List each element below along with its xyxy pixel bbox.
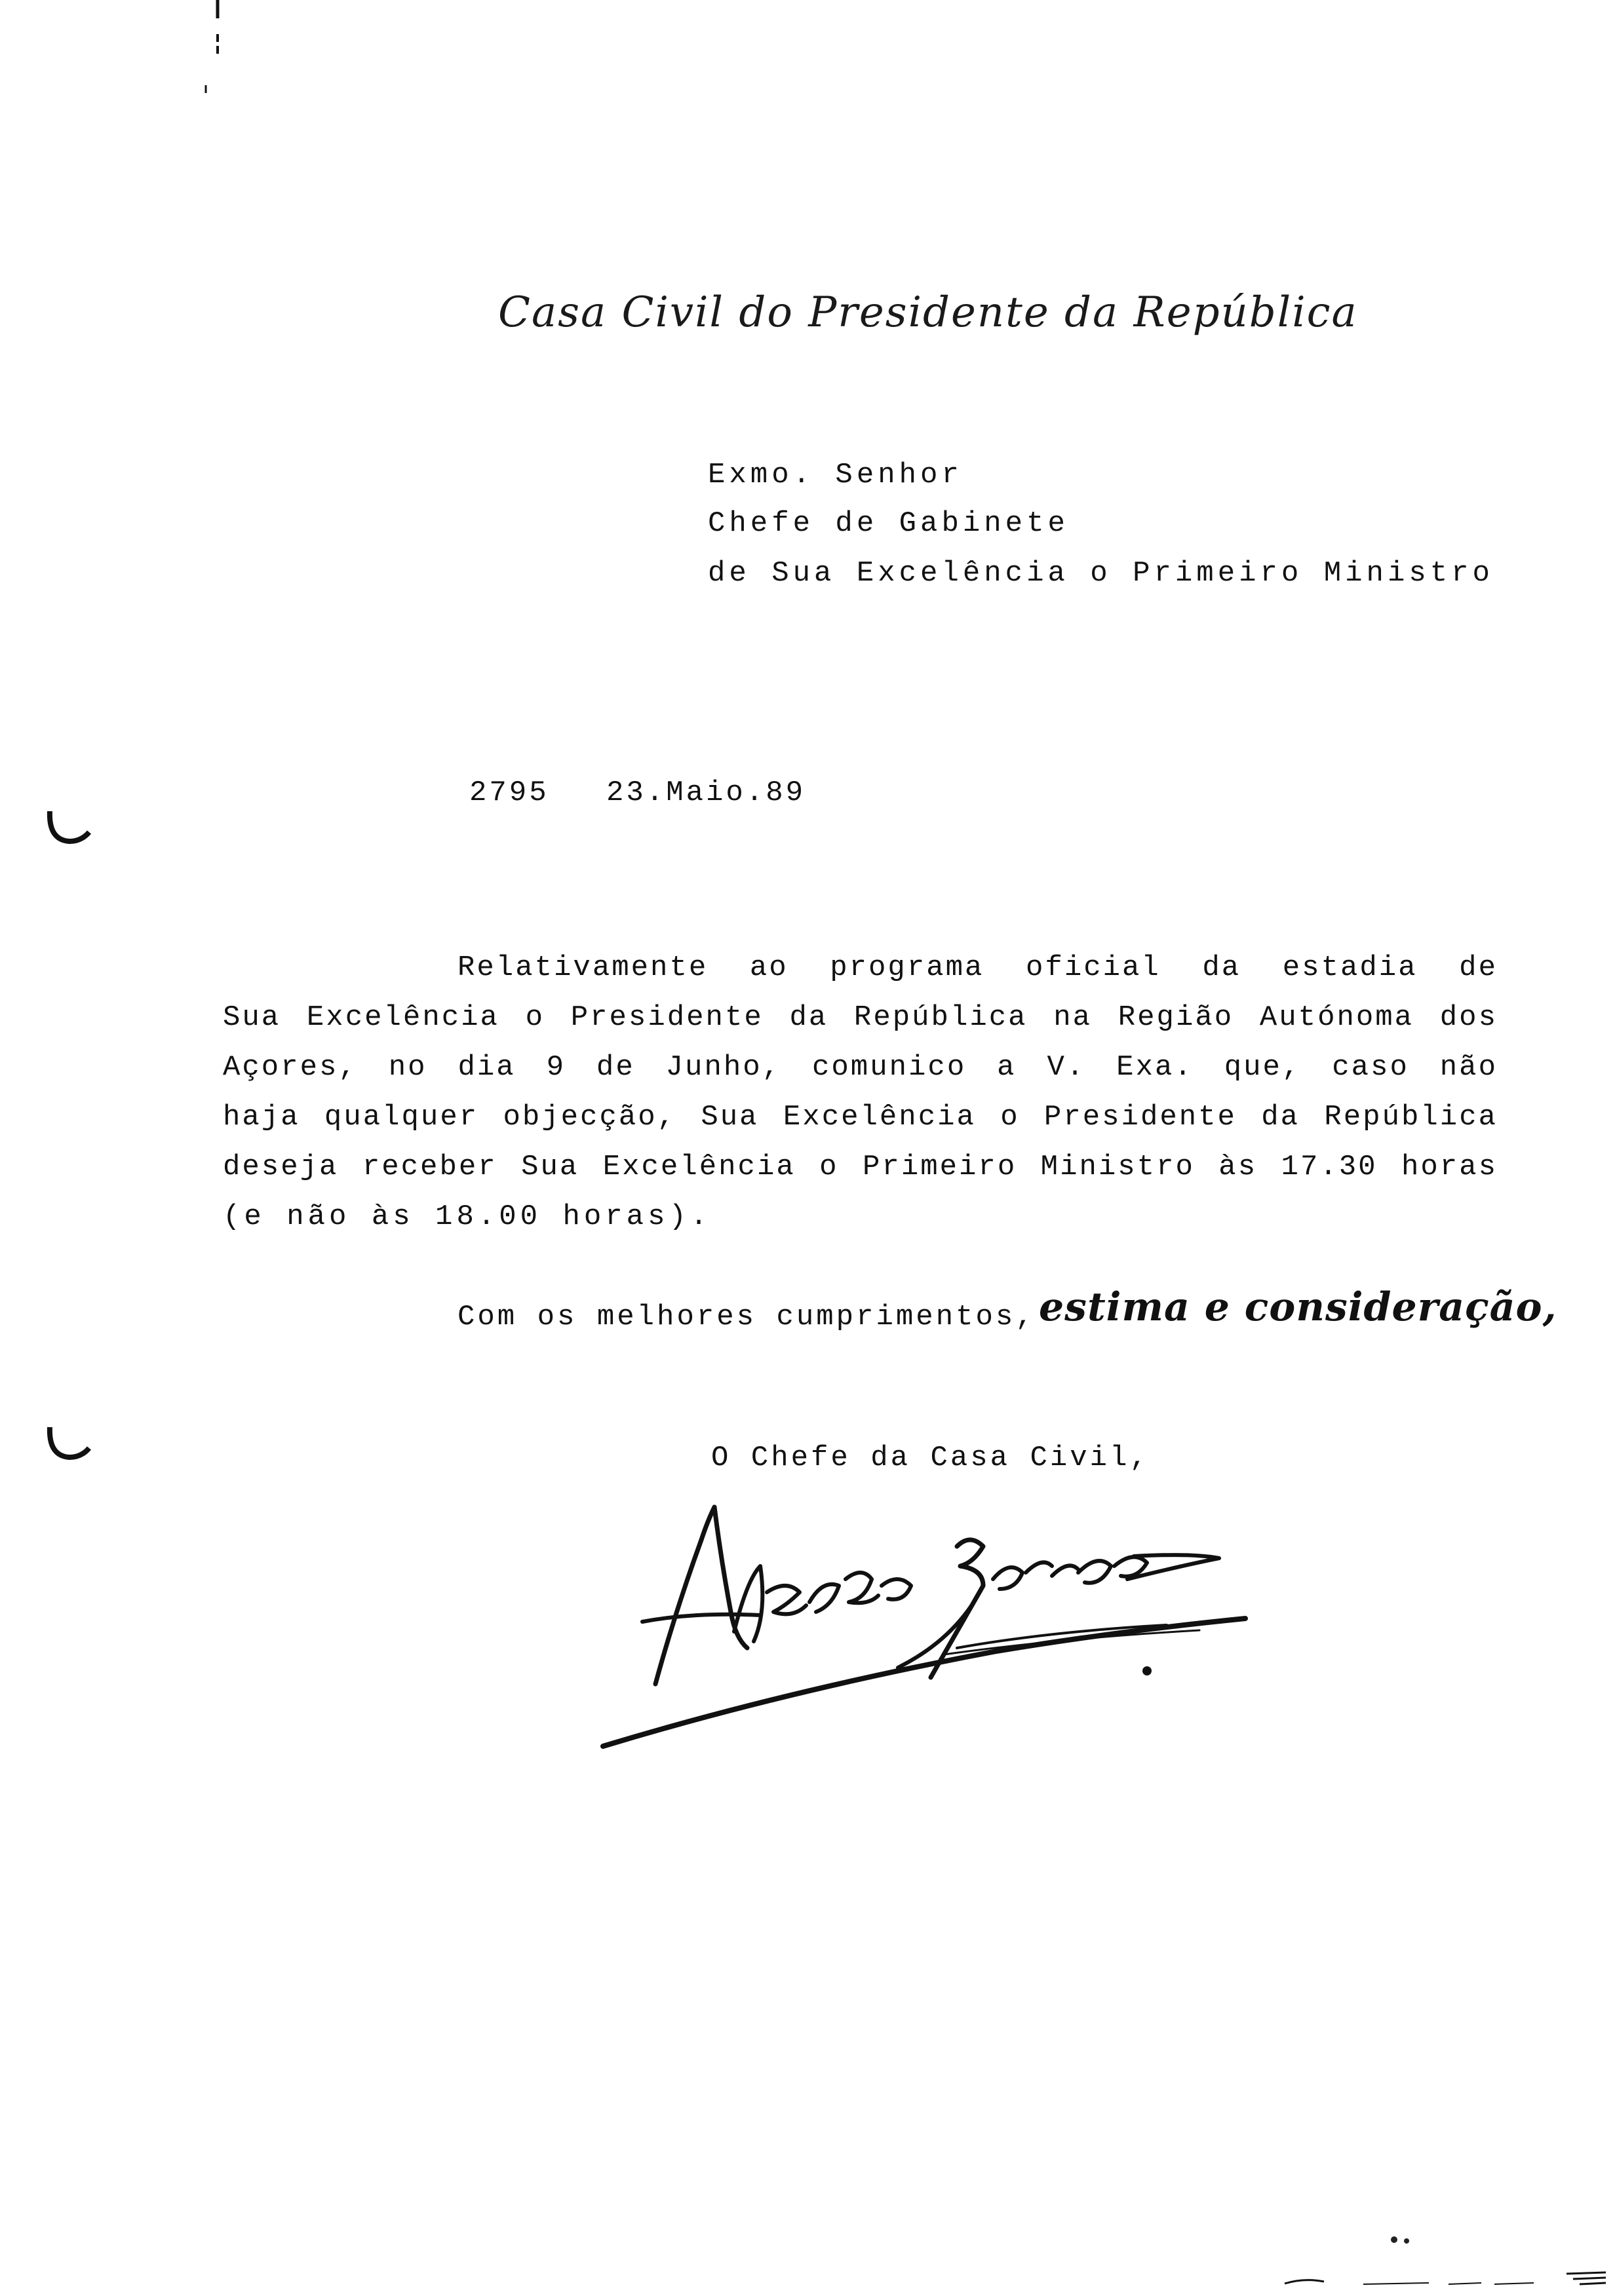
reference-number: 2795 bbox=[469, 776, 549, 809]
letterhead: Casa Civil do Presidente da República bbox=[498, 288, 1358, 337]
scan-mark-top bbox=[203, 0, 223, 105]
body-line: (e não às 18.00 horas). bbox=[223, 1200, 712, 1233]
reference-date: 23.Maio.89 bbox=[606, 776, 806, 809]
punch-hole-mark-lower bbox=[43, 1422, 96, 1468]
closing-typed: Com os melhores cumprimentos, bbox=[457, 1301, 1036, 1333]
punch-hole-mark-upper bbox=[43, 806, 96, 852]
signature-dot bbox=[1142, 1666, 1152, 1675]
body-line: haja qualquer objecção, Sua Excelência o Presidente da República bbox=[223, 1101, 1498, 1134]
scan-mark-bottom bbox=[1258, 2254, 1612, 2293]
body-line: Açores, no dia 9 de Junho, comunico a V. Exa. que, caso não bbox=[223, 1051, 1498, 1084]
addressee-salutation: Exmo. Senhor bbox=[708, 459, 963, 491]
scan-speck bbox=[1404, 2238, 1409, 2244]
body-line: Sua Excelência o Presidente da República na Região Autónoma dos bbox=[223, 1001, 1498, 1034]
addressee-organization: de Sua Excelência o Primeiro Ministro bbox=[708, 557, 1494, 590]
scan-speck bbox=[1391, 2236, 1397, 2243]
body-line: deseja receber Sua Excelência o Primeiro Ministro às 17.30 horas bbox=[223, 1151, 1498, 1183]
closing-handwritten: estima e consideração, bbox=[1039, 1284, 1557, 1330]
body-line: Relativamente ao programa oficial da estadia de bbox=[457, 951, 1498, 984]
addressee-role: Chefe de Gabinete bbox=[708, 507, 1069, 540]
signatory-title: O Chefe da Casa Civil, bbox=[711, 1442, 1150, 1474]
handwritten-signature bbox=[590, 1481, 1258, 1756]
